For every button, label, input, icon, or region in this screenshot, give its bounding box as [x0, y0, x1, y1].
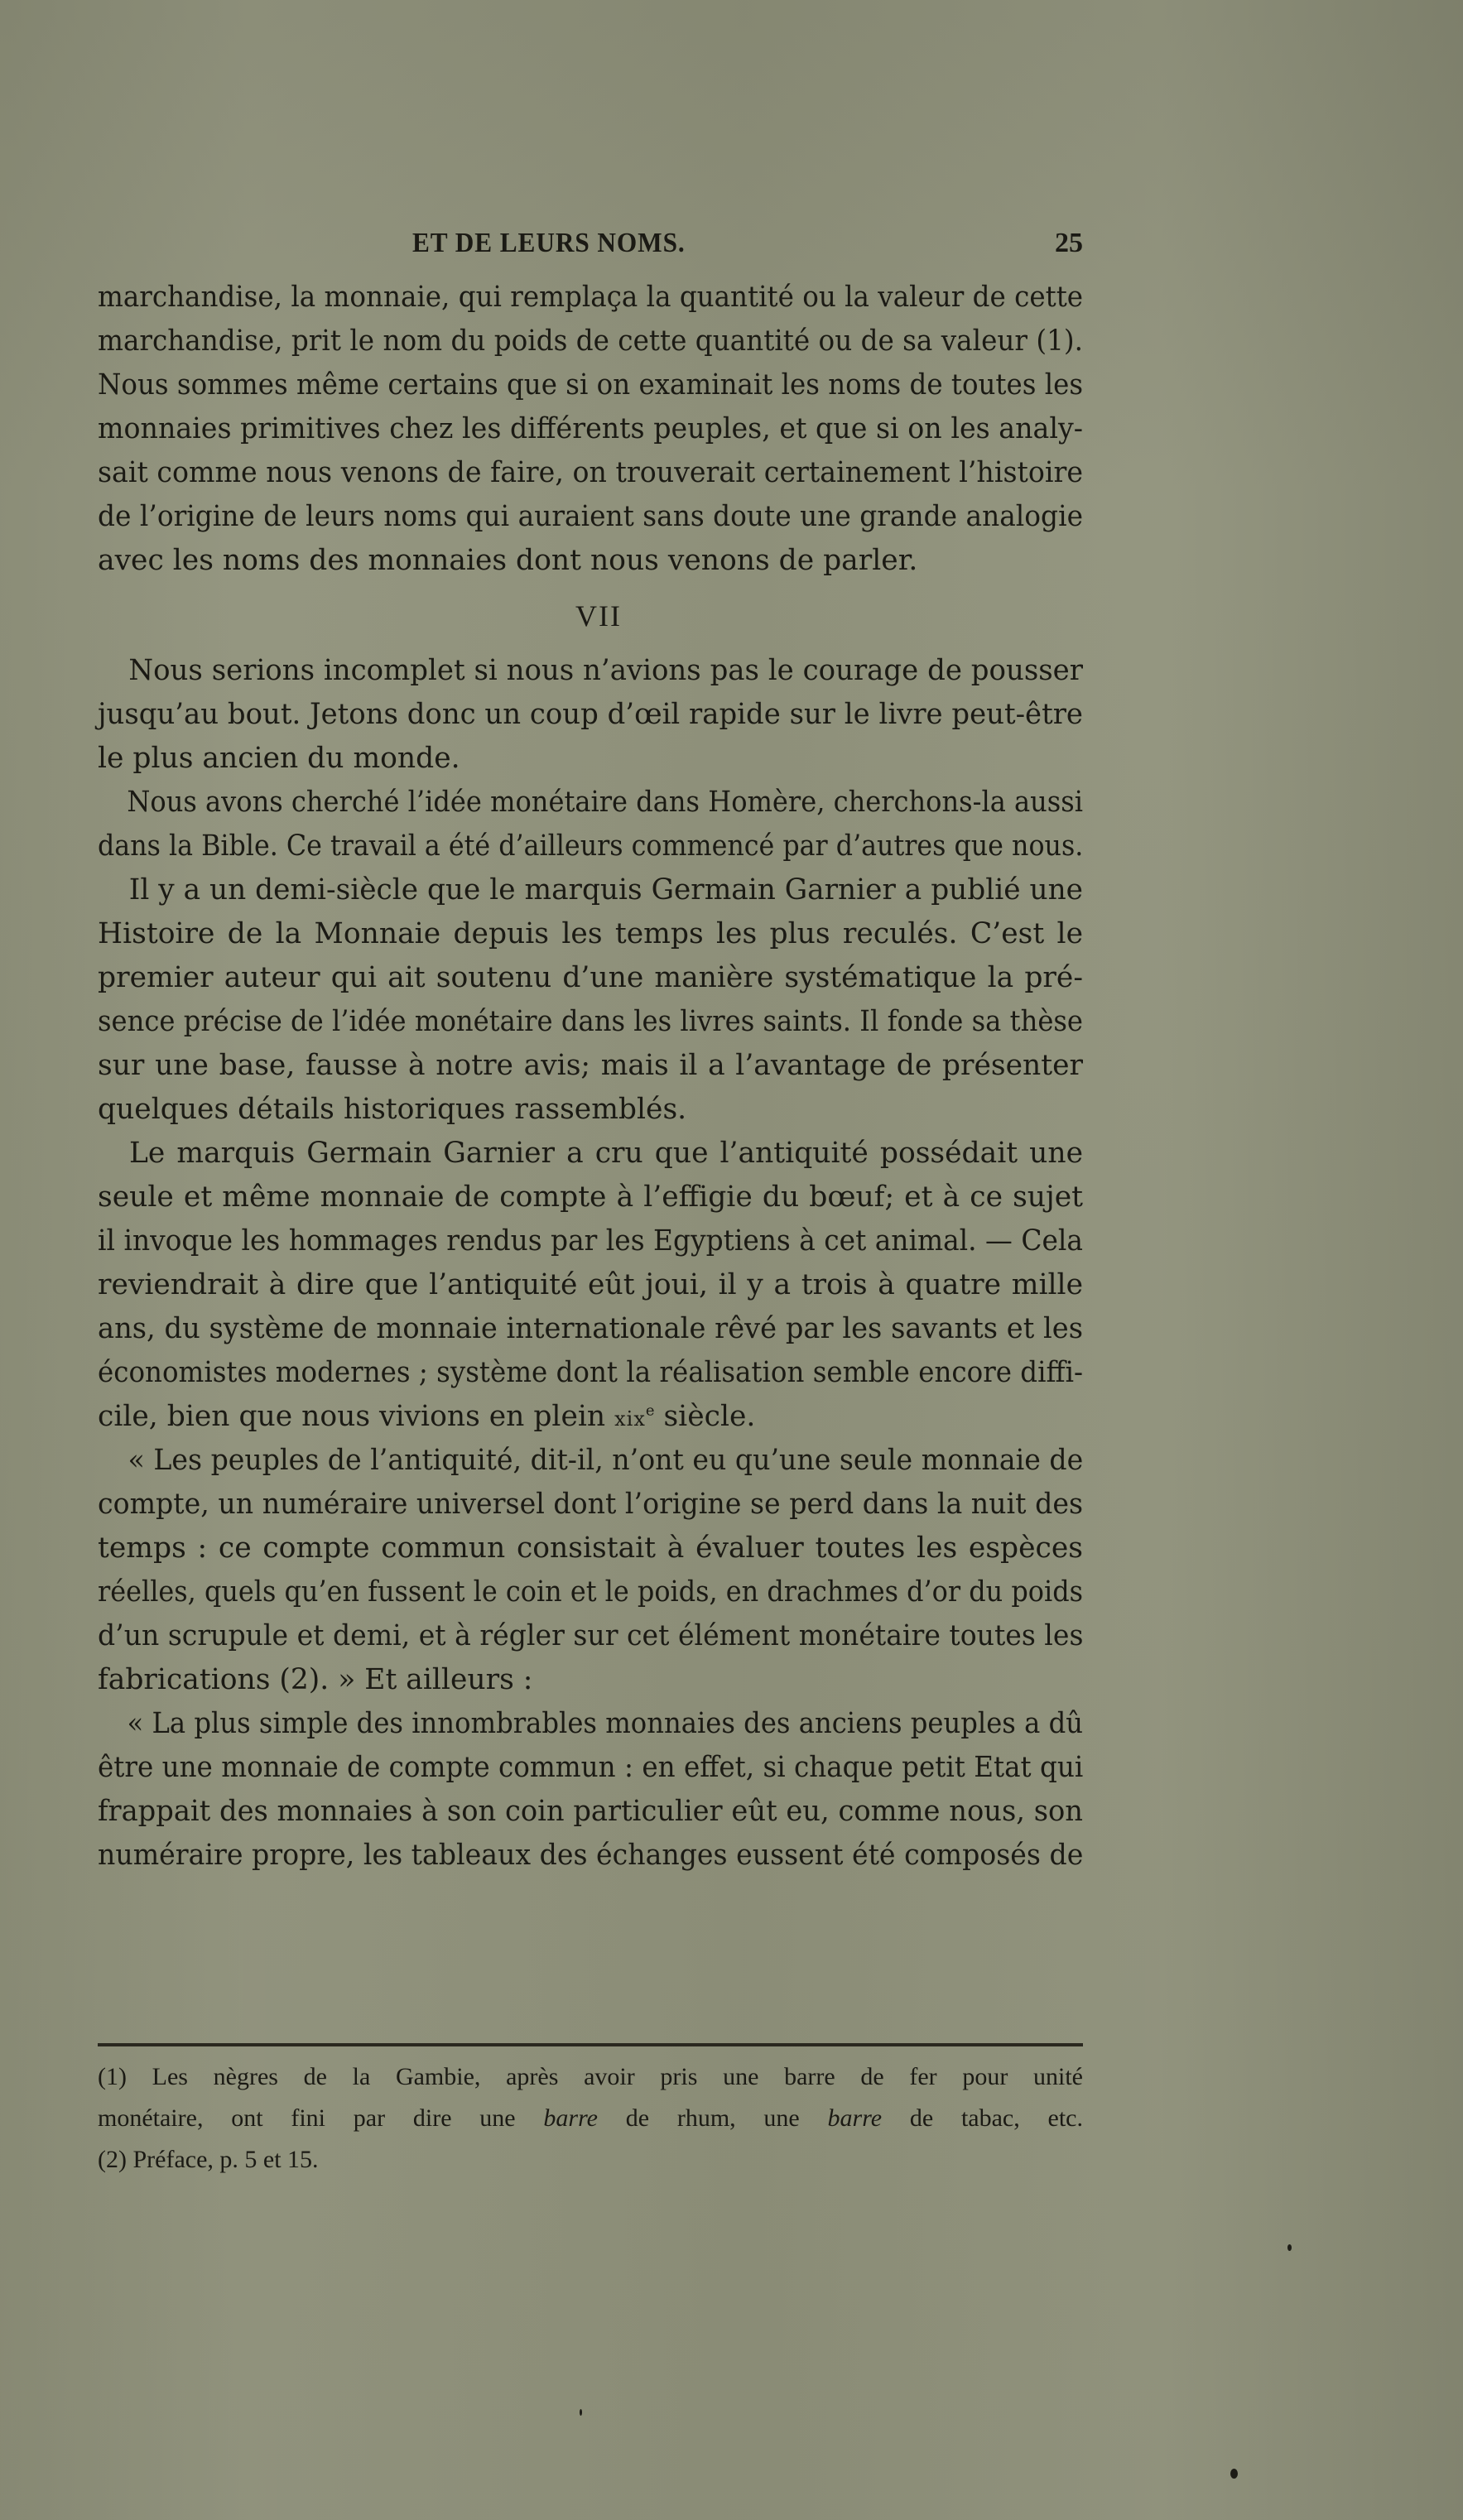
- text-line: premier auteur qui ait soutenu d’une manière systématique la pré-: [98, 961, 1083, 994]
- small-caps-century: xix: [614, 1407, 646, 1431]
- text-line: seule et même monnaie de compte à l’effigie du bœuf; et à ce sujet: [98, 1181, 1083, 1214]
- text-line: frappait des monnaies à son coin particulier eût eu, comme nous, son: [98, 1795, 1083, 1828]
- text-fragment: monétaire, ont fini par dire une: [98, 2104, 544, 2132]
- text-fragment: de rhum, une: [597, 2104, 828, 2132]
- text-line: « Les peuples de l’antiquité, dit-il, n’ont eu qu’une seule monnaie de: [128, 1444, 1084, 1477]
- text-line: Nous avons cherché l’idée monétaire dans Homère, cherchons-la aussi: [127, 786, 1083, 819]
- text-line: Histoire de la Monnaie depuis les temps les plus reculés. C’est le: [98, 917, 1083, 950]
- text-fragment: de tabac, etc.: [882, 2104, 1083, 2132]
- text-line: temps : ce compte commun consistait à évaluer toutes les espèces: [98, 1532, 1083, 1565]
- text-line: sur une base, fausse à notre avis; mais il a l’avantage de présenter: [98, 1049, 1083, 1082]
- text-line: le plus ancien du monde.: [98, 742, 460, 775]
- italic-word: barre: [827, 2104, 883, 2132]
- footnote-2: (2) Préface, p. 5 et 15.: [98, 2146, 319, 2173]
- text-line: Le marquis Germain Garnier a cru que l’antiquité possédait une: [129, 1137, 1083, 1170]
- superscript: e: [645, 1402, 655, 1420]
- text-line: Il y a un demi-siècle que le marquis Germain Garnier a publié une: [128, 873, 1084, 907]
- footnote-1: (1) Les nègres de la Gambie, après avoir pris une barre de fer pour unité: [98, 2063, 1083, 2090]
- running-title: ET DE LEURS NOMS.: [412, 228, 686, 258]
- page-header: [98, 228, 1083, 269]
- italic-word: barre: [543, 2104, 598, 2132]
- text-line: être une monnaie de compte commun : en effet, si chaque petit Etat qui: [98, 1751, 1084, 1784]
- text-line: avec les noms des monnaies dont nous venons de parler.: [98, 544, 918, 577]
- text-line: marchandise, la monnaie, qui remplaça la quantité ou la valeur de cette: [98, 281, 1084, 314]
- text-line: numéraire propre, les tableaux des échanges eussent été composés de: [98, 1839, 1084, 1872]
- text-line: fabrications (2). » Et ailleurs :: [98, 1663, 533, 1696]
- page-number: 25: [1055, 228, 1083, 258]
- text-line: économistes modernes ; système dont la réalisation semble encore diffi-: [98, 1356, 1083, 1389]
- text-line: Nous sommes même certains que si on examinait les noms de toutes les: [98, 368, 1083, 402]
- paper-speck: [580, 2409, 582, 2416]
- footnotes: [98, 2056, 1083, 2181]
- text-line: jusqu’au bout. Jetons donc un coup d’œil rapide sur le livre peut-être: [98, 698, 1083, 731]
- text-line: marchandise, prit le nom du poids de cette quantité ou de sa valeur (1).: [98, 325, 1083, 358]
- text-line: il invoque les hommages rendus par les Egyptiens à cet animal. — Cela: [98, 1224, 1083, 1258]
- text-line: reviendrait à dire que l’antiquité eût joui, il y a trois à quatre mille: [98, 1268, 1083, 1301]
- text-line-century: [98, 1395, 1083, 1439]
- text-line: quelques détails historiques rassemblés.: [98, 1093, 687, 1126]
- text-line: compte, un numéraire universel dont l’origine se perd dans la nuit des: [98, 1488, 1083, 1521]
- text-fragment: siècle.: [654, 1400, 756, 1433]
- text-line: « La plus simple des innombrables monnaies des anciens peuples a dû: [127, 1707, 1084, 1740]
- text-line: Nous serions incomplet si nous n’avions pas le courage de pousser: [128, 654, 1083, 687]
- paper-speck: [1287, 2244, 1292, 2251]
- text-line: d’un scrupule et demi, et à régler sur cet élément monétaire toutes les: [98, 1619, 1084, 1652]
- text-fragment: cile, bien que nous vivions en plein: [98, 1400, 615, 1433]
- section-heading: VII: [575, 599, 622, 632]
- footnote-divider: [98, 2043, 1083, 2046]
- text-line: réelles, quels qu’en fussent le coin et le poids, en drachmes d’or du poids: [98, 1575, 1083, 1609]
- text-line: monnaies primitives chez les différents peuples, et que si on les analy-: [98, 412, 1083, 445]
- text-line: sence précise de l’idée monétaire dans les livres saints. Il fonde sa thèse: [98, 1005, 1083, 1038]
- text-line: sait comme nous venons de faire, on trouverait certainement l’histoire: [98, 456, 1083, 489]
- footnote-1-continued: [98, 2098, 1083, 2139]
- text-line: de l’origine de leurs noms qui auraient sans doute une grande analogie: [98, 500, 1083, 533]
- body-text: [98, 276, 1083, 1878]
- paper-speck: [1230, 2469, 1238, 2479]
- text-line: ans, du système de monnaie internationale rêvé par les savants et les: [98, 1312, 1083, 1345]
- text-line: dans la Bible. Ce travail a été d’ailleurs commencé par d’autres que nous.: [98, 830, 1084, 863]
